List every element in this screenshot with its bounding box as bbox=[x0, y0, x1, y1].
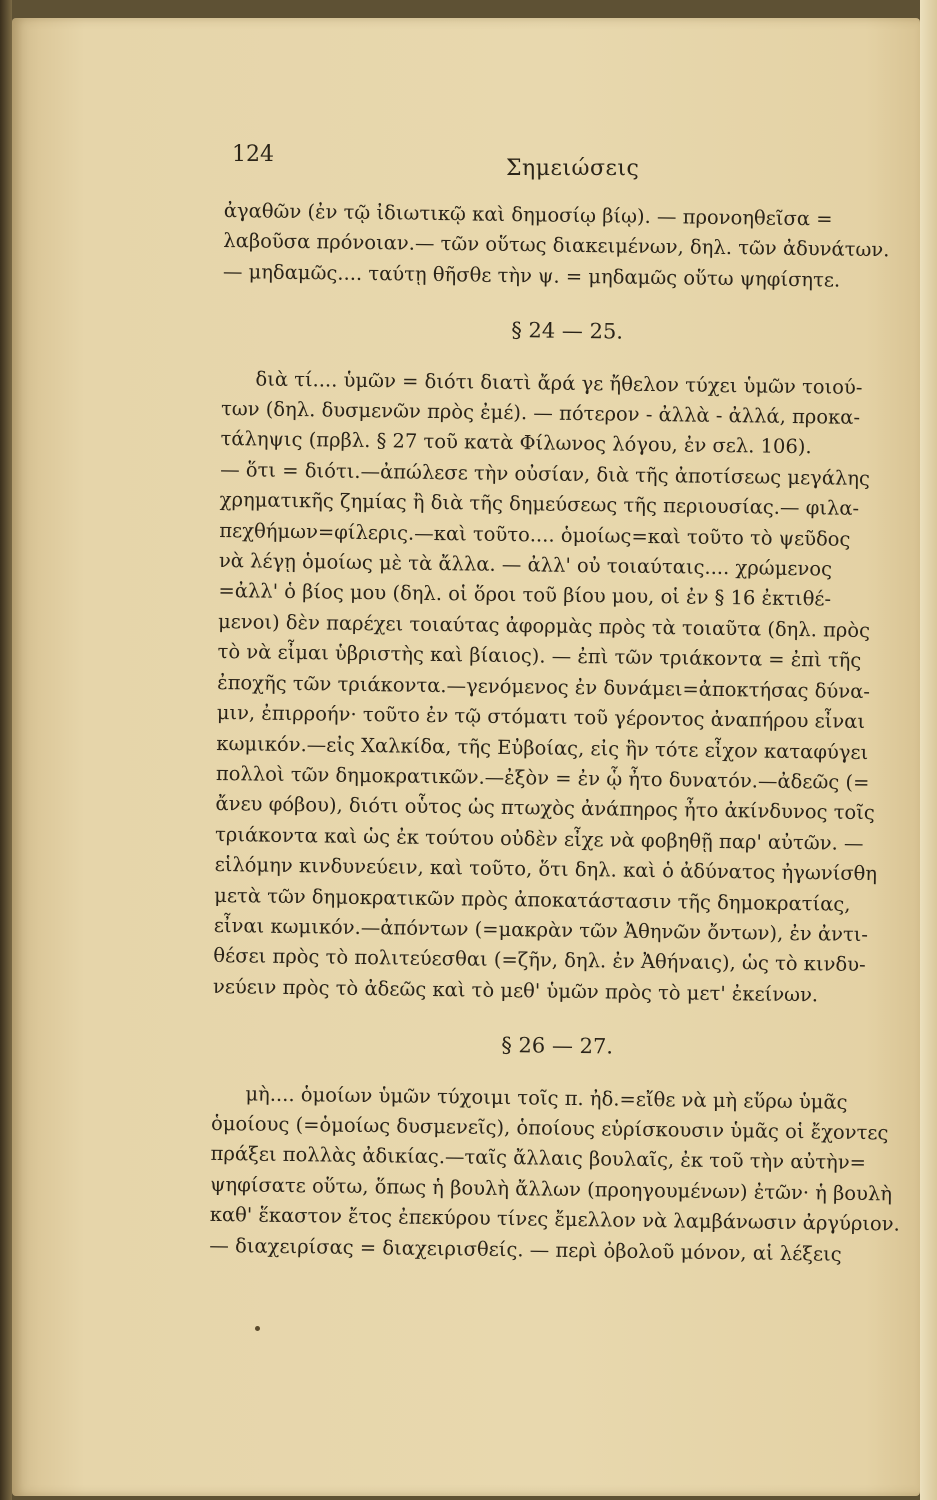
text-line: ἄνευ φόβου), διότι οὗτος ὡς πτωχὸς ἀνάπηρος ἦτο ἀκίνδυνος τοῖς bbox=[215, 792, 875, 825]
text-line: μιν, ἐπιρροήν· τοῦτο ἐν τῷ στόματι τοῦ γέροντος ἀναπήρου εἶναι bbox=[216, 701, 866, 734]
text-line: των (δηλ. δυσμενῶν πρὸς ἐμέ). — πότερον - ἀλλὰ - ἀλλά, προκα- bbox=[220, 397, 861, 429]
text-line: εἶναι κωμικόν.—ἀπόντων (=μακρὰν τῶν Ἀθηνῶν ὄντων), ἐν ἀντι- bbox=[213, 913, 869, 947]
body-text bbox=[209, 196, 914, 1271]
text-line: νὰ λέγῃ ὁμοίως μὲ τὰ ἄλλα. — ἀλλ' οὐ τοιαύταις.... χρώμενος bbox=[218, 549, 833, 581]
text-line: μὴ.... ὁμοίων ὑμῶν τύχοιμι τοῖς π. ἠδ.=εἴθε νὰ μὴ εὕρω ὑμᾶς bbox=[245, 1081, 848, 1114]
adjacent-page-edge bbox=[920, 0, 937, 1500]
text-line: τὸ νὰ εἶμαι ὑβριστὴς καὶ βίαιος). — ἐπὶ τῶν τριάκοντα = ἐπὶ τῆς bbox=[217, 640, 862, 673]
ink-speck bbox=[255, 1326, 260, 1331]
section-heading-26-27: § 26 — 27. bbox=[501, 1033, 614, 1059]
text-line: πολλοὶ τῶν δημοκρατικῶν.—ἐξὸν = ἐν ᾧ ἦτο δυνατόν.—ἀδεῶς (= bbox=[215, 761, 870, 794]
text-line: — ὅτι = διότι.—ἀπώλεσε τὴν οὐσίαν, διὰ τῆς ἀποτίσεως μεγάλης bbox=[220, 457, 871, 490]
text-line: πεχθήμων=φίλερις.—καὶ τοῦτο.... ὁμοίως=καὶ τοῦτο τὸ ψεῦδος bbox=[219, 518, 851, 551]
paragraph-top bbox=[223, 196, 914, 297]
text-line: ἐποχῆς τῶν τριάκοντα.—γενόμενος ἐν δυνάμει=ἀποκτήσας δύνα- bbox=[217, 670, 871, 703]
text-line: λαβοῦσα πρόνοιαν.— τῶν οὕτως διακειμένων, δηλ. τῶν ἀδυνάτων. bbox=[223, 229, 890, 262]
text-line: εἱλόμην κινδυνεύειν, καὶ τοῦτο, ὅτι δηλ. καὶ ὁ ἀδύνατος ἠγωνίσθη bbox=[214, 853, 878, 886]
section-heading-24-25: § 24 — 25. bbox=[511, 318, 624, 344]
text-line: νεύειν πρὸς τὸ ἀδεῶς καὶ τὸ μεθ' ὑμῶν πρὸς τὸ μετ' ἐκείνων. bbox=[212, 974, 819, 1007]
text-line: τριάκοντα καὶ ὡς ἐκ τούτου οὐδὲν εἶχε νὰ φοβηθῇ παρ' αὐτῶν. — bbox=[214, 822, 864, 855]
text-line: κωμικόν.—εἰς Χαλκίδα, τῆς Εὐβοίας, εἰς ἣν τότε εἶχον καταφύγει bbox=[216, 731, 869, 764]
running-head: Σημειώσεις bbox=[506, 156, 640, 181]
page-number: 124 bbox=[232, 142, 274, 167]
text-line: πράξει πολλὰς ἀδικίας.—ταῖς ἄλλαις βουλαῖς, ἐκ τοῦ τὴν αὐτὴν= bbox=[210, 1142, 867, 1175]
section-26-27-text bbox=[209, 1078, 901, 1270]
text-line: μετὰ τῶν δημοκρατικῶν πρὸς ἀποκατάστασιν τῆς δημοκρατίας, bbox=[214, 883, 851, 916]
text-line: θέσει πρὸς τὸ πολιτεύεσθαι (=ζῆν, δηλ. ἐν Ἀθήναις), ὡς τὸ κινδυ- bbox=[213, 944, 866, 977]
book-spine-edge bbox=[0, 0, 12, 1500]
text-line: διὰ τί.... ὑμῶν = διότι διατὶ ἄρά γε ἤθελον τύχει ὑμῶν τοιού- bbox=[255, 367, 863, 399]
text-line: ὁμοίους (=ὁμοίως δυσμενεῖς), ὁποίους εὑρίσκουσιν ὑμᾶς οἱ ἔχοντες bbox=[210, 1111, 889, 1145]
text-line: =ἀλλ' ὁ βίος μου (δηλ. οἱ ὅροι τοῦ βίου μου, οἱ ἐν § 16 ἐκτιθέ- bbox=[218, 579, 832, 611]
text-line: χρηματικῆς ζημίας ἢ διὰ τῆς δημεύσεως τῆς περιουσίας.— φιλα- bbox=[219, 488, 860, 521]
section-24-25-text bbox=[213, 364, 912, 1012]
text-line: ἀγαθῶν (ἐν τῷ ἰδιωτικῷ καὶ δημοσίῳ βίῳ). — προνοηθεῖσα = bbox=[223, 198, 833, 231]
text-line: τάληψις (πρβλ. § 27 τοῦ κατὰ Φίλωνος λόγου, ἐν σελ. 106). bbox=[220, 427, 812, 459]
text-line: ψηφίσατε οὕτω, ὅπως ἡ βουλὴ ἄλλων (προηγουμένων) ἐτῶν· ἡ βουλὴ bbox=[210, 1172, 893, 1206]
text-line: — μηδαμῶς.... ταύτῃ θῆσθε τὴν ψ. = μηδαμῶς οὕτω ψηφίσητε. bbox=[222, 259, 841, 292]
text-line: — διαχειρίσας = διαχειρισθείς. — περὶ ὀβολοῦ μόνον, αἱ λέξεις bbox=[209, 1233, 842, 1266]
text-line: καθ' ἕκαστον ἔτος ἐπεκύρου τίνες ἔμελλον νὰ λαμβάνωσιν ἀργύριον. bbox=[209, 1203, 900, 1236]
text-line: μενοι) δὲν παρέχει τοιαύτας ἀφορμὰς πρὸς τὰ τοιαῦτα (δηλ. πρὸς bbox=[217, 609, 871, 642]
